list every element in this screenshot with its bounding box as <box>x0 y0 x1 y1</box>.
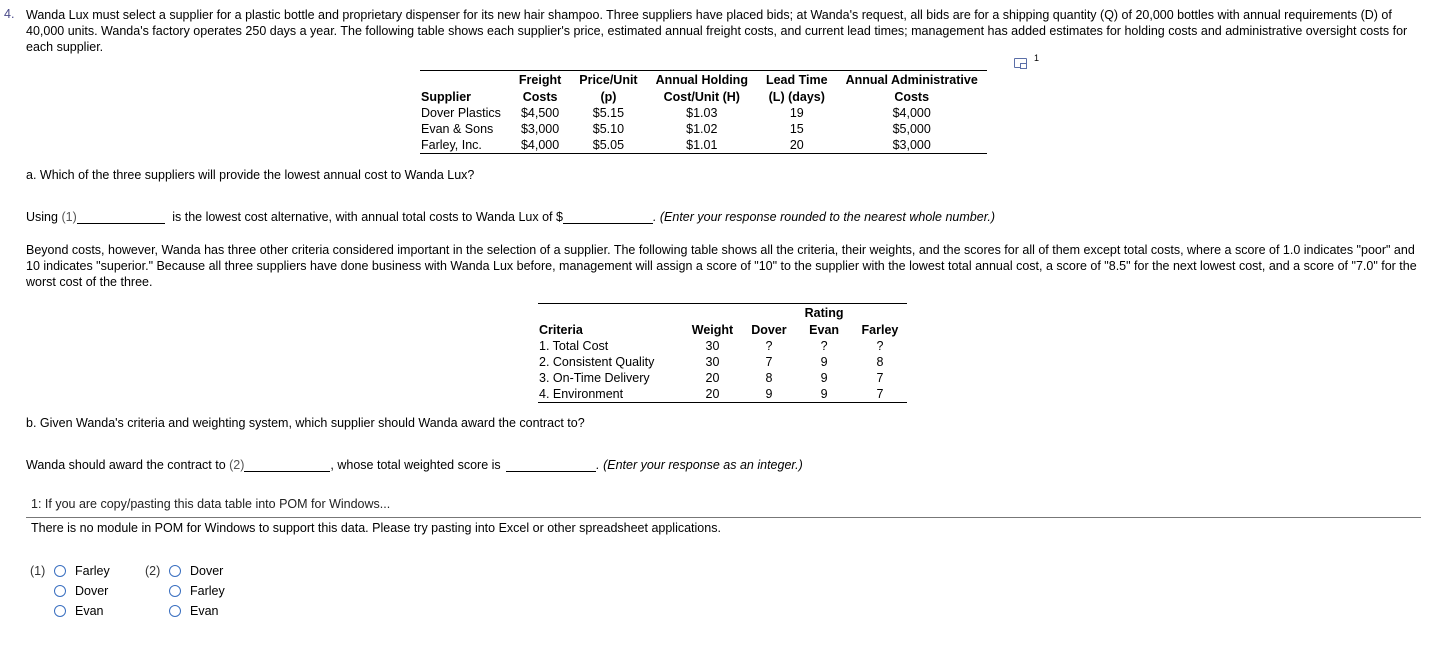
part-b-mid-text: , whose total weighted score is <box>330 458 501 472</box>
header-price-2: (p) <box>600 90 617 104</box>
choice-option[interactable] <box>145 601 225 621</box>
dropdown-ref-2: (2) <box>229 458 245 472</box>
note-title: 1: If you are copy/pasting this data table into POM for Windows... <box>31 497 391 511</box>
cell-holding: $1.03 <box>686 106 718 120</box>
header-blank <box>683 304 742 322</box>
cell-dover: 8 <box>765 371 773 385</box>
copy-table-icon[interactable] <box>1014 58 1027 68</box>
part-a-prompt-text: a. Which of the three suppliers will provide the lowest annual cost to Wanda Lux? <box>26 168 475 182</box>
cell-evan: 9 <box>820 387 828 401</box>
part-b-prompt: b. Given Wanda's criteria and weighting system, which supplier should Wanda award the contract to? <box>26 416 585 430</box>
choice-option[interactable] <box>145 581 225 601</box>
part-a-prompt <box>26 168 474 182</box>
cell-price: $5.05 <box>592 138 625 152</box>
part-a-answer-line <box>26 210 995 224</box>
choice-option-label: Dover <box>190 564 224 578</box>
supplier-table <box>420 70 987 154</box>
table-row <box>420 121 987 137</box>
cell-supplier: Dover Plastics <box>421 106 501 120</box>
header-price: Price/Unit <box>579 73 638 87</box>
header-blank <box>538 304 683 322</box>
cell-weight: 30 <box>705 339 720 353</box>
cell-criteria: 2. Consistent Quality <box>539 355 655 369</box>
header-lead: Lead Time <box>765 73 828 87</box>
header-admin-2: Costs <box>894 90 930 104</box>
cell-criteria: 3. On-Time Delivery <box>539 371 650 385</box>
header-blank <box>853 304 908 322</box>
header-dover: Dover <box>751 323 787 337</box>
footnote-marker[interactable]: 1 <box>1034 53 1040 63</box>
criteria-header-row-1 <box>538 304 907 322</box>
header-blank <box>742 304 795 322</box>
part-b-answer-line <box>26 458 803 472</box>
criteria-table <box>538 303 907 403</box>
radio-icon[interactable] <box>169 565 181 577</box>
table-row <box>538 338 907 354</box>
radio-icon[interactable] <box>169 585 181 597</box>
header-holding: Annual Holding <box>655 73 748 87</box>
choice-option[interactable] <box>30 561 110 581</box>
choice-option[interactable] <box>30 581 110 601</box>
part-b-lead-text: Wanda should award the contract to <box>26 458 226 472</box>
header-weight: Weight <box>691 323 734 337</box>
cell-lead: 15 <box>789 122 804 136</box>
supplier-table-header-row-2 <box>420 88 987 105</box>
header-supplier: Supplier <box>421 90 472 104</box>
dropdown-1-blank[interactable] <box>77 211 165 224</box>
choice-option-label: Evan <box>190 604 219 618</box>
table-row <box>538 386 907 403</box>
radio-icon[interactable] <box>54 585 66 597</box>
cell-freight: $3,000 <box>520 122 560 136</box>
header-blank <box>420 71 510 89</box>
cell-evan: 9 <box>820 371 828 385</box>
header-freight-2: Costs <box>522 90 558 104</box>
choice-group-2 <box>145 561 225 621</box>
header-evan: Evan <box>809 323 840 337</box>
choice-group-label: (2) <box>145 564 161 578</box>
cell-lead: 19 <box>789 106 804 120</box>
cell-admin: $3,000 <box>892 138 931 152</box>
header-criteria: Criteria <box>539 323 583 337</box>
cell-admin: $5,000 <box>892 122 931 136</box>
cell-farley: 7 <box>876 387 884 401</box>
choice-option[interactable] <box>30 601 110 621</box>
cell-freight: $4,500 <box>520 106 560 120</box>
choice-group-label: (1) <box>30 564 46 578</box>
criteria-header-row-2 <box>538 321 907 338</box>
radio-icon[interactable] <box>54 565 66 577</box>
part-b-hint: . (Enter your response as an integer.) <box>596 458 803 472</box>
cell-supplier: Farley, Inc. <box>421 138 482 152</box>
cell-price: $5.15 <box>592 106 625 120</box>
question-number: 4. <box>4 7 15 21</box>
cell-holding: $1.01 <box>686 138 718 152</box>
table-row <box>538 370 907 386</box>
choice-option[interactable] <box>145 561 225 581</box>
cell-weight: 20 <box>705 387 720 401</box>
header-farley: Farley <box>861 323 899 337</box>
criteria-intro: Beyond costs, however, Wanda has three other criteria considered important in the selection of a supplier. The following table shows all the criteria, their weights, and the scores for all of them except total costs, where a score of 1.0 indicates "poor" and 10 indicates "superior." Because all three suppliers have done business with Wanda Lux before, management will assign a score of "10" to the supplier with the lowest total annual cost, a score of "8.5" for the next lowest cost, and a score of "7.0" for the worst cost of the three. <box>26 243 1417 289</box>
weighted-score-input[interactable] <box>506 459 596 472</box>
cell-farley: 8 <box>876 355 884 369</box>
cell-evan: ? <box>820 339 828 353</box>
radio-icon[interactable] <box>54 605 66 617</box>
cell-weight: 30 <box>705 355 720 369</box>
header-lead-2: (L) (days) <box>768 90 825 104</box>
choice-group-1 <box>30 561 110 621</box>
cell-weight: 20 <box>705 371 720 385</box>
choice-option-label: Dover <box>75 584 109 598</box>
total-cost-input[interactable] <box>563 211 653 224</box>
cell-dover: ? <box>765 339 773 353</box>
cell-criteria: 1. Total Cost <box>539 339 609 353</box>
note-divider <box>26 517 1421 518</box>
choice-option-label: Farley <box>190 584 225 598</box>
header-freight: Freight <box>518 73 562 87</box>
dropdown-2-blank[interactable] <box>244 459 330 472</box>
dropdown-ref-1: (1) <box>61 210 77 224</box>
choice-option-label: Evan <box>75 604 104 618</box>
cell-evan: 9 <box>820 355 828 369</box>
header-rating: Rating <box>804 306 844 320</box>
part-a-hint: . (Enter your response rounded to the nearest whole number.) <box>652 210 996 224</box>
cell-price: $5.10 <box>592 122 625 136</box>
supplier-table-header-row-1 <box>420 71 987 89</box>
header-holding-2: Cost/Unit (H) <box>663 90 740 104</box>
table-row <box>538 354 907 370</box>
cell-holding: $1.02 <box>686 122 718 136</box>
header-admin: Annual Administrative <box>845 73 978 87</box>
cell-freight: $4,000 <box>520 138 560 152</box>
cell-criteria: 4. Environment <box>539 387 624 401</box>
cell-farley: 7 <box>876 371 884 385</box>
cell-admin: $4,000 <box>892 106 931 120</box>
cell-dover: 7 <box>765 355 773 369</box>
cell-supplier: Evan & Sons <box>421 122 494 136</box>
cell-lead: 20 <box>789 138 804 152</box>
table-row <box>420 105 987 121</box>
choice-option-label: Farley <box>75 564 110 578</box>
note-body: There is no module in POM for Windows to support this data. Please try pasting into Excel or other spreadsheet applications. <box>31 521 721 535</box>
using-label: Using <box>26 210 58 224</box>
question-intro: Wanda Lux must select a supplier for a plastic bottle and proprietary dispenser for its new hair shampoo. Three suppliers have placed bids; at Wanda's request, all bids are for a shipping quantity (Q) of 20,000 bottles with annual requirements (D) of 40,000 units. Wanda's factory operates 250 days a year. The following table shows each supplier's price, estimated annual freight costs, and current lead times; management has added estimates for holding costs and administrative oversight costs for each supplier. <box>26 8 1408 54</box>
part-a-mid-text: is the lowest cost alternative, with annual total costs to Wanda Lux of $ <box>172 210 563 224</box>
cell-farley: ? <box>876 339 884 353</box>
table-row <box>420 137 987 154</box>
radio-icon[interactable] <box>169 605 181 617</box>
cell-dover: 9 <box>765 387 773 401</box>
